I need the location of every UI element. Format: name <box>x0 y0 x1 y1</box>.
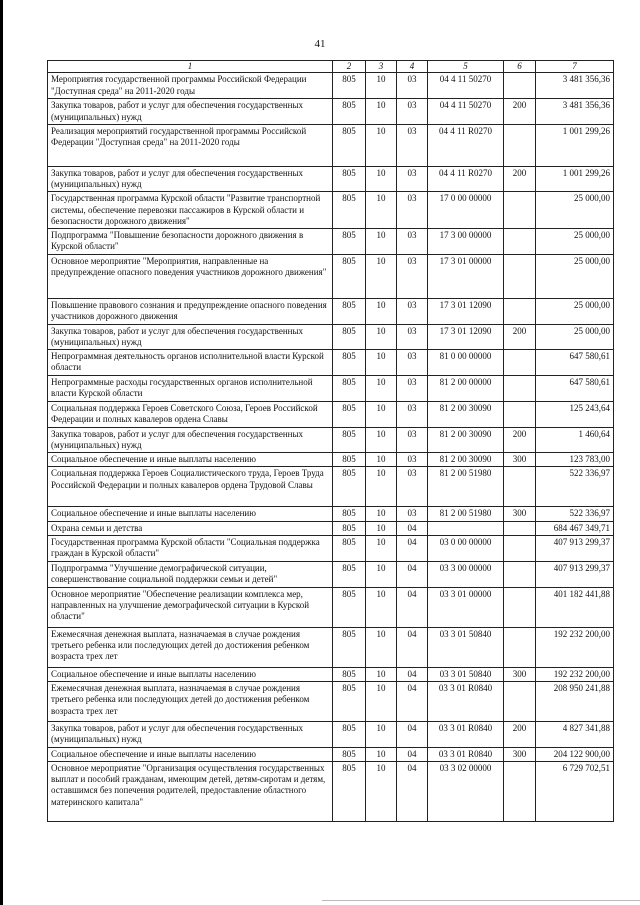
target-article-cell: 03 3 01 R0840 <box>428 722 504 748</box>
target-article-cell: 17 0 00 00000 <box>428 192 504 229</box>
subsection-cell: 03 <box>397 192 428 229</box>
table-row <box>48 561 614 587</box>
row-name-cell: Закупка товаров, работ и услуг для обеспечения государственных (муниципальных) нужд <box>48 427 333 453</box>
subsection-cell: 04 <box>397 521 428 535</box>
subsection-cell: 03 <box>397 99 428 125</box>
subsection-cell: 04 <box>397 627 428 667</box>
target-article-cell: 81 2 00 30090 <box>428 401 504 427</box>
row-name-cell: Закупка товаров, работ и услуг для обеспечения государственных (муниципальных) нужд <box>48 722 333 748</box>
row-name-cell: Социальное обеспечение и иные выплаты населению <box>48 747 333 761</box>
target-article-cell: 04 4 11 50270 <box>428 99 504 125</box>
amount-cell: 3 481 356,36 <box>536 99 614 125</box>
section-cell: 10 <box>366 453 397 467</box>
amount-cell: 3 481 356,36 <box>536 73 614 99</box>
amount-cell: 208 950 241,88 <box>536 682 614 722</box>
expense-type-cell: 300 <box>504 747 536 761</box>
target-article-cell: 04 4 11 50270 <box>428 73 504 99</box>
subsection-cell: 03 <box>397 124 428 166</box>
target-article-cell: 81 2 00 30090 <box>428 453 504 467</box>
table-row <box>48 453 614 467</box>
admin-code-cell: 805 <box>333 350 366 376</box>
expense-type-cell <box>504 401 536 427</box>
row-name-cell: Социальное обеспечение и иные выплаты населению <box>48 667 333 681</box>
subsection-cell: 03 <box>397 467 428 507</box>
amount-cell: 192 232 200,00 <box>536 667 614 681</box>
row-name-cell: Основное мероприятие "Организация осуществления государственных выплат и пособий гражданам, имеющим детей, детям-сиротам и детям, оставшимся без попечения родителей, предоставление областного материнского капитала" <box>48 761 333 821</box>
row-name-cell: Ежемесячная денежная выплата, назначаемая в случае рождения третьего ребенка или последующих детей до достижения ребенком возраста трех лет <box>48 682 333 722</box>
amount-cell: 401 182 441,88 <box>536 587 614 627</box>
section-cell: 10 <box>366 722 397 748</box>
expense-type-cell: 300 <box>504 453 536 467</box>
row-name-cell: Подпрограмма "Улучшение демографической ситуации, совершенствование социальной поддержки семьи и детей" <box>48 561 333 587</box>
admin-code-cell: 805 <box>333 324 366 350</box>
admin-code-cell: 805 <box>333 229 366 255</box>
table-row <box>48 255 614 299</box>
target-article-cell: 03 3 01 R0840 <box>428 747 504 761</box>
amount-cell: 25 000,00 <box>536 299 614 325</box>
table-row <box>48 521 614 535</box>
admin-code-cell: 805 <box>333 507 366 521</box>
amount-cell: 4 827 341,88 <box>536 722 614 748</box>
admin-code-cell: 805 <box>333 299 366 325</box>
admin-code-cell: 805 <box>333 627 366 667</box>
row-name-cell: Закупка товаров, работ и услуг для обеспечения государственных (муниципальных) нужд <box>48 324 333 350</box>
subsection-cell: 03 <box>397 255 428 299</box>
subsection-cell: 03 <box>397 375 428 401</box>
expense-type-cell <box>504 535 536 561</box>
row-name-cell: Закупка товаров, работ и услуг для обеспечения государственных (муниципальных) нужд <box>48 99 333 125</box>
expense-type-cell <box>504 627 536 667</box>
amount-cell: 1 001 299,26 <box>536 166 614 192</box>
amount-cell: 25 000,00 <box>536 229 614 255</box>
subsection-cell: 04 <box>397 667 428 681</box>
target-article-cell <box>428 521 504 535</box>
amount-cell: 647 580,61 <box>536 375 614 401</box>
expense-type-cell: 200 <box>504 324 536 350</box>
amount-cell: 204 122 900,00 <box>536 747 614 761</box>
target-article-cell: 81 2 00 51980 <box>428 467 504 507</box>
amount-cell: 1 460,64 <box>536 427 614 453</box>
admin-code-cell: 805 <box>333 521 366 535</box>
row-name-cell: Основное мероприятие "Обеспечение реализации комплекса мер, направленных на улучшение демографической ситуации в Курской области" <box>48 587 333 627</box>
expense-type-cell <box>504 229 536 255</box>
expense-type-cell <box>504 467 536 507</box>
subsection-cell: 04 <box>397 587 428 627</box>
section-cell: 10 <box>366 467 397 507</box>
section-cell: 10 <box>366 507 397 521</box>
expense-type-cell <box>504 375 536 401</box>
table-row <box>48 324 614 350</box>
expense-type-cell <box>504 682 536 722</box>
table-row <box>48 507 614 521</box>
admin-code-cell: 805 <box>333 467 366 507</box>
table-row <box>48 535 614 561</box>
expense-type-cell: 300 <box>504 667 536 681</box>
table-row <box>48 401 614 427</box>
table-row <box>48 761 614 821</box>
target-article-cell: 17 3 01 12090 <box>428 299 504 325</box>
amount-cell: 522 336,97 <box>536 467 614 507</box>
column-header: 2 <box>333 61 366 73</box>
table-row <box>48 667 614 681</box>
row-name-cell: Повышение правового сознания и предупреждение опасного поведения участников дорожного движения <box>48 299 333 325</box>
expense-type-cell: 200 <box>504 166 536 192</box>
admin-code-cell: 805 <box>333 761 366 821</box>
row-name-cell: Ежемесячная денежная выплата, назначаемая в случае рождения третьего ребенка или последующих детей до достижения ребенком возраста трех лет <box>48 627 333 667</box>
section-cell: 10 <box>366 229 397 255</box>
admin-code-cell: 805 <box>333 166 366 192</box>
row-name-cell: Мероприятия государственной программы Российской Федерации "Доступная среда" на 2011-2020 годы <box>48 73 333 99</box>
amount-cell: 25 000,00 <box>536 255 614 299</box>
row-name-cell: Государственная программа Курской области "Развитие транспортной системы, обеспечение перевозки пассажиров в Курской области и безопасности дорожного движения" <box>48 192 333 229</box>
row-name-cell: Социальная поддержка Героев Социалистического труда, Героев Труда Российской Федерации и полных кавалеров ордена Трудовой Славы <box>48 467 333 507</box>
section-cell: 10 <box>366 627 397 667</box>
amount-cell: 407 913 299,37 <box>536 535 614 561</box>
expense-type-cell <box>504 561 536 587</box>
table-row <box>48 192 614 229</box>
admin-code-cell: 805 <box>333 124 366 166</box>
column-header: 5 <box>428 61 504 73</box>
amount-cell: 6 729 702,51 <box>536 761 614 821</box>
admin-code-cell: 805 <box>333 722 366 748</box>
target-article-cell: 03 0 00 00000 <box>428 535 504 561</box>
target-article-cell: 03 3 01 R0840 <box>428 682 504 722</box>
scan-edge-line <box>0 0 3 905</box>
admin-code-cell: 805 <box>333 99 366 125</box>
subsection-cell: 04 <box>397 722 428 748</box>
subsection-cell: 03 <box>397 427 428 453</box>
row-name-cell: Закупка товаров, работ и услуг для обеспечения государственных (муниципальных) нужд <box>48 166 333 192</box>
subsection-cell: 03 <box>397 453 428 467</box>
admin-code-cell: 805 <box>333 667 366 681</box>
amount-cell: 25 000,00 <box>536 192 614 229</box>
subsection-cell: 04 <box>397 682 428 722</box>
row-name-cell: Социальная поддержка Героев Советского Союза, Героев Российской Федерации и полных кавалеров ордена Славы <box>48 401 333 427</box>
target-article-cell: 03 3 02 00000 <box>428 761 504 821</box>
section-cell: 10 <box>366 73 397 99</box>
header-row <box>48 61 614 73</box>
target-article-cell: 04 4 11 R0270 <box>428 124 504 166</box>
expense-type-cell <box>504 521 536 535</box>
amount-cell: 522 336,97 <box>536 507 614 521</box>
footer-line <box>322 900 640 901</box>
section-cell: 10 <box>366 255 397 299</box>
section-cell: 10 <box>366 299 397 325</box>
table-row <box>48 124 614 166</box>
subsection-cell: 04 <box>397 535 428 561</box>
expense-type-cell: 200 <box>504 99 536 125</box>
section-cell: 10 <box>366 747 397 761</box>
target-article-cell: 81 0 00 00000 <box>428 350 504 376</box>
table-row <box>48 587 614 627</box>
expense-type-cell <box>504 124 536 166</box>
section-cell: 10 <box>366 99 397 125</box>
table-row <box>48 229 614 255</box>
admin-code-cell: 805 <box>333 427 366 453</box>
table-row <box>48 350 614 376</box>
column-header: 6 <box>504 61 536 73</box>
expense-type-cell <box>504 761 536 821</box>
table-row <box>48 299 614 325</box>
subsection-cell: 04 <box>397 761 428 821</box>
subsection-cell: 03 <box>397 350 428 376</box>
amount-cell: 125 243,64 <box>536 401 614 427</box>
table-row <box>48 682 614 722</box>
subsection-cell: 04 <box>397 561 428 587</box>
expense-type-cell: 200 <box>504 722 536 748</box>
table-row <box>48 467 614 507</box>
target-article-cell: 03 3 01 50840 <box>428 667 504 681</box>
row-name-cell: Социальное обеспечение и иные выплаты населению <box>48 507 333 521</box>
admin-code-cell: 805 <box>333 561 366 587</box>
admin-code-cell: 805 <box>333 401 366 427</box>
target-article-cell: 17 3 01 12090 <box>428 324 504 350</box>
subsection-cell: 03 <box>397 299 428 325</box>
subsection-cell: 03 <box>397 324 428 350</box>
section-cell: 10 <box>366 375 397 401</box>
budget-table <box>47 60 614 822</box>
section-cell: 10 <box>366 350 397 376</box>
table-row <box>48 375 614 401</box>
row-name-cell: Непрограммная деятельность органов исполнительной власти Курской области <box>48 350 333 376</box>
expense-type-cell <box>504 192 536 229</box>
table-row <box>48 99 614 125</box>
row-name-cell: Непрограммные расходы государственных органов исполнительной власти Курской области <box>48 375 333 401</box>
row-name-cell: Подпрограмма "Повышение безопасности дорожного движения в Курской области" <box>48 229 333 255</box>
amount-cell: 684 467 349,71 <box>536 521 614 535</box>
admin-code-cell: 805 <box>333 535 366 561</box>
subsection-cell: 04 <box>397 747 428 761</box>
section-cell: 10 <box>366 427 397 453</box>
column-header: 3 <box>366 61 397 73</box>
amount-cell: 647 580,61 <box>536 350 614 376</box>
section-cell: 10 <box>366 166 397 192</box>
table-row <box>48 747 614 761</box>
target-article-cell: 17 3 00 00000 <box>428 229 504 255</box>
target-article-cell: 81 2 00 00000 <box>428 375 504 401</box>
table-row <box>48 427 614 453</box>
table-row <box>48 722 614 748</box>
amount-cell: 407 913 299,37 <box>536 561 614 587</box>
subsection-cell: 03 <box>397 166 428 192</box>
amount-cell: 25 000,00 <box>536 324 614 350</box>
section-cell: 10 <box>366 521 397 535</box>
section-cell: 10 <box>366 124 397 166</box>
section-cell: 10 <box>366 535 397 561</box>
target-article-cell: 03 3 01 50840 <box>428 627 504 667</box>
row-name-cell: Государственная программа Курской области "Социальная поддержка граждан в Курской области" <box>48 535 333 561</box>
admin-code-cell: 805 <box>333 255 366 299</box>
admin-code-cell: 805 <box>333 682 366 722</box>
section-cell: 10 <box>366 682 397 722</box>
subsection-cell: 03 <box>397 73 428 99</box>
section-cell: 10 <box>366 192 397 229</box>
subsection-cell: 03 <box>397 229 428 255</box>
admin-code-cell: 805 <box>333 453 366 467</box>
table-row <box>48 627 614 667</box>
expense-type-cell <box>504 350 536 376</box>
target-article-cell: 81 2 00 51980 <box>428 507 504 521</box>
section-cell: 10 <box>366 561 397 587</box>
expense-type-cell <box>504 587 536 627</box>
target-article-cell: 81 2 00 30090 <box>428 427 504 453</box>
expense-type-cell: 200 <box>504 427 536 453</box>
target-article-cell: 04 4 11 R0270 <box>428 166 504 192</box>
admin-code-cell: 805 <box>333 587 366 627</box>
admin-code-cell: 805 <box>333 73 366 99</box>
row-name-cell: Основное мероприятие "Мероприятия, направленные на предупреждение опасного поведения участников дорожного движения" <box>48 255 333 299</box>
section-cell: 10 <box>366 667 397 681</box>
section-cell: 10 <box>366 761 397 821</box>
column-header: 4 <box>397 61 428 73</box>
subsection-cell: 03 <box>397 401 428 427</box>
admin-code-cell: 805 <box>333 192 366 229</box>
table-row <box>48 73 614 99</box>
expense-type-cell <box>504 299 536 325</box>
row-name-cell: Охрана семьи и детства <box>48 521 333 535</box>
column-header: 1 <box>48 61 333 73</box>
target-article-cell: 17 3 01 00000 <box>428 255 504 299</box>
target-article-cell: 03 3 01 00000 <box>428 587 504 627</box>
expense-type-cell <box>504 73 536 99</box>
target-article-cell: 03 3 00 00000 <box>428 561 504 587</box>
admin-code-cell: 805 <box>333 747 366 761</box>
amount-cell: 123 783,00 <box>536 453 614 467</box>
section-cell: 10 <box>366 324 397 350</box>
column-header: 7 <box>536 61 614 73</box>
amount-cell: 192 232 200,00 <box>536 627 614 667</box>
section-cell: 10 <box>366 587 397 627</box>
expense-type-cell <box>504 255 536 299</box>
section-cell: 10 <box>366 401 397 427</box>
subsection-cell: 03 <box>397 507 428 521</box>
expense-type-cell: 300 <box>504 507 536 521</box>
table-row <box>48 166 614 192</box>
admin-code-cell: 805 <box>333 375 366 401</box>
amount-cell: 1 001 299,26 <box>536 124 614 166</box>
page-number: 41 <box>314 38 326 50</box>
row-name-cell: Социальное обеспечение и иные выплаты населению <box>48 453 333 467</box>
row-name-cell: Реализация мероприятий государственной программы Российской Федерации "Доступная среда" на 2011-2020 годы <box>48 124 333 166</box>
